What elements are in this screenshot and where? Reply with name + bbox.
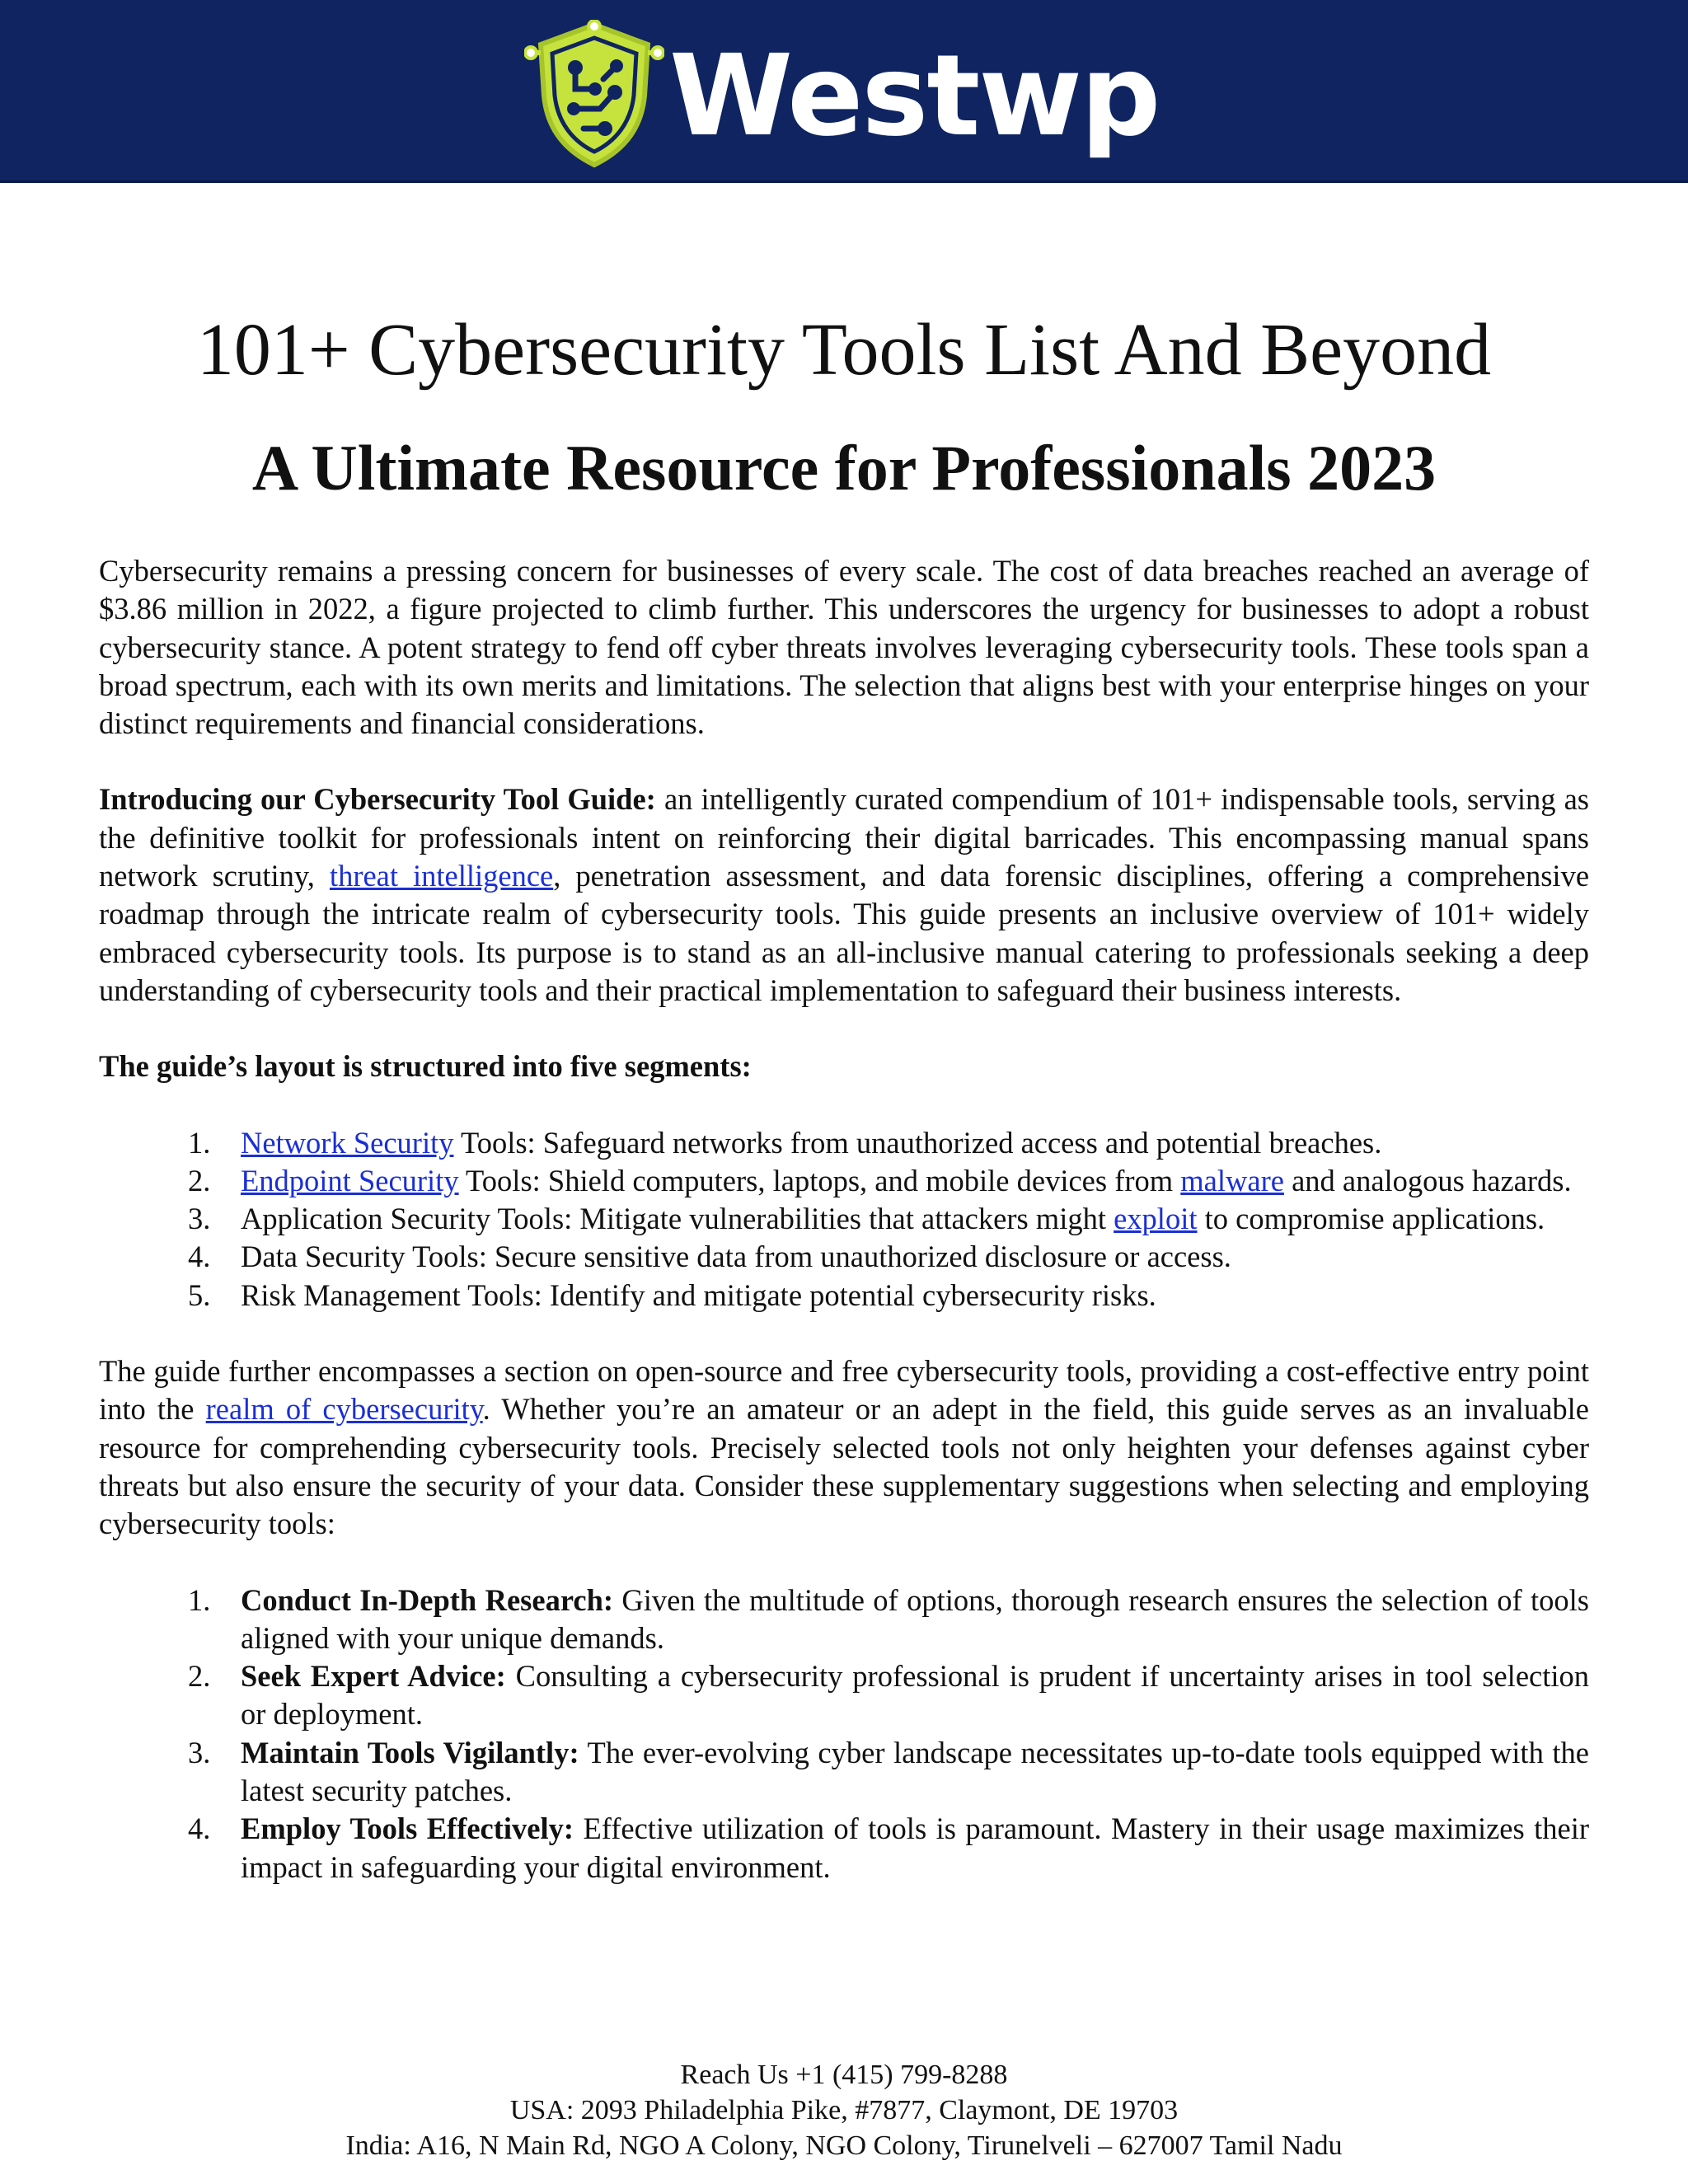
list-item: [99, 1162, 1589, 1200]
tip-lead: Seek Expert Advice:: [241, 1659, 506, 1694]
list-number: 3.: [188, 1735, 211, 1769]
list-number: 4.: [188, 1240, 211, 1274]
list-item: [99, 1582, 1589, 1658]
page-title: 101+ Cybersecurity Tools List And Beyond: [196, 309, 1492, 391]
further-text-continued: . Whether you’re an amateur or an adept in the field, this guide serves as an invaluable resource for comprehending cybersecurity tools. Precisely selected tools not only heighten your defenses against cyber threats but also ensure the security of your data. Consider these supplementary suggestions when selecting and employing cybersecurity tools:: [99, 1392, 1589, 1541]
list-number: 4.: [188, 1811, 211, 1846]
guide-intro-text-continued: , penetration assessment, and data forensic disciplines, offering a comprehensive roadmap through the intricate realm of cybersecurity tools. This guide presents an inclusive overview of 101+ widely embraced cybersecurity tools. Its purpose is to stand as an all-inclusive manual catering to professionals seeking a deep understanding of cybersecurity tools and their practical implementation to safeguard their business interests.: [99, 859, 1590, 1007]
list-item-text: Tools: Shield computers, laptops, and mobile devices from: [458, 1163, 1181, 1197]
malware-link[interactable]: malware: [1180, 1163, 1284, 1197]
brand-name: Westwp: [669, 31, 1160, 162]
list-number: 1.: [188, 1582, 211, 1617]
tip-text: Consulting a cybersecurity professional is prudent if uncertainty arises in tool selection or deployment.: [241, 1659, 1589, 1732]
list-item: [99, 1810, 1589, 1886]
list-number: 3.: [188, 1202, 211, 1236]
list-item: [99, 1200, 1589, 1238]
tip-text: Effective utilization of tools is paramount. Mastery in their usage maximizes their impact in safeguarding your digital environment.: [241, 1811, 1589, 1884]
list-item: [99, 1657, 1589, 1734]
list-item: [99, 1124, 1589, 1162]
segments-list: [99, 1124, 1589, 1315]
tip-lead: Conduct In-Depth Research:: [241, 1582, 614, 1617]
network-security-link[interactable]: Network Security: [241, 1125, 454, 1160]
header-banner: [0, 0, 1688, 183]
list-item-text: Application Security Tools: Mitigate vulnerabilities that attackers might: [241, 1202, 1114, 1236]
endpoint-security-link[interactable]: Endpoint Security: [241, 1163, 459, 1197]
guide-intro-paragraph: [99, 780, 1589, 1010]
shield-circuit-icon: [524, 20, 664, 168]
tip-text: Given the multitude of options, thorough research ensures the selection of tools aligned with your unique demands.: [241, 1582, 1589, 1655]
guide-intro-lead: Introducing our Cybersecurity Tool Guide:: [99, 782, 656, 817]
footer-usa-address: USA: 2093 Philadelphia Pike, #7877, Claymont, DE 19703: [509, 2095, 1179, 2125]
list-item-text: Tools: Safeguard networks from unauthorized access and potential breaches.: [453, 1125, 1382, 1160]
segments-heading: The guide’s layout is structured into five segments:: [99, 1049, 752, 1084]
brand-logo[interactable]: [524, 20, 1167, 168]
footer-phone: Reach Us +1 (415) 799-8288: [680, 2060, 1008, 2090]
list-item: [99, 1734, 1589, 1811]
list-item-text: Data Security Tools: Secure sensitive data from unauthorized disclosure or access.: [241, 1240, 1231, 1274]
page-footer: [0, 2057, 1688, 2163]
tip-lead: Employ Tools Effectively:: [241, 1811, 574, 1846]
intro-paragraph: Cybersecurity remains a pressing concern for businesses of every scale. The cost of data breaches reached an average of $3.86 million in 2022, a figure projected to climb further. This underscores the urgency for businesses to adopt a robust cybersecurity stance. A potent strategy to fend off cyber threats involves leveraging cybersecurity tools. These tools span a broad spectrum, each with its own merits and limitations. The selection that aligns best with your enterprise hinges on your distinct requirements and financial considerations.: [99, 554, 1589, 741]
tip-text: The ever-evolving cyber landscape necessitates up-to-date tools equipped with the latest security patches.: [241, 1735, 1589, 1808]
threat-intelligence-link[interactable]: threat intelligence: [329, 859, 554, 893]
list-number: 1.: [188, 1125, 211, 1160]
further-text: The guide further encompasses a section on open-source and free cybersecurity tools, providing a cost-effective entry point into the: [99, 1354, 1589, 1427]
list-number: 5.: [188, 1277, 211, 1312]
further-paragraph: [99, 1352, 1589, 1543]
list-item-text: to compromise applications.: [1197, 1202, 1545, 1236]
list-item-text: Risk Management Tools: Identify and mitigate potential cybersecurity risks.: [241, 1277, 1156, 1312]
list-number: 2.: [188, 1163, 211, 1197]
list-item-text: and analogous hazards.: [1283, 1163, 1572, 1197]
page-subtitle: A Ultimate Resource for Professionals 2023: [251, 432, 1437, 504]
list-item: [99, 1277, 1589, 1315]
tips-list: [99, 1582, 1589, 1886]
realm-of-cybersecurity-link[interactable]: realm of cybersecurity: [205, 1392, 483, 1427]
document-body: [99, 305, 1589, 1886]
list-item: [99, 1238, 1589, 1276]
guide-intro-text: an intelligently curated compendium of 101+ indispensable tools, serving as the definitive toolkit for professionals intent on reinforcing their digital barricades. This encompassing manual spans network scrutiny,: [99, 782, 1589, 893]
list-number: 2.: [188, 1659, 211, 1694]
tip-lead: Maintain Tools Vigilantly:: [241, 1735, 579, 1769]
footer-india-address: India: A16, N Main Rd, NGO A Colony, NGO Colony, Tirunelveli – 627007 Tamil Nadu: [345, 2130, 1343, 2161]
exploit-link[interactable]: exploit: [1114, 1202, 1198, 1236]
